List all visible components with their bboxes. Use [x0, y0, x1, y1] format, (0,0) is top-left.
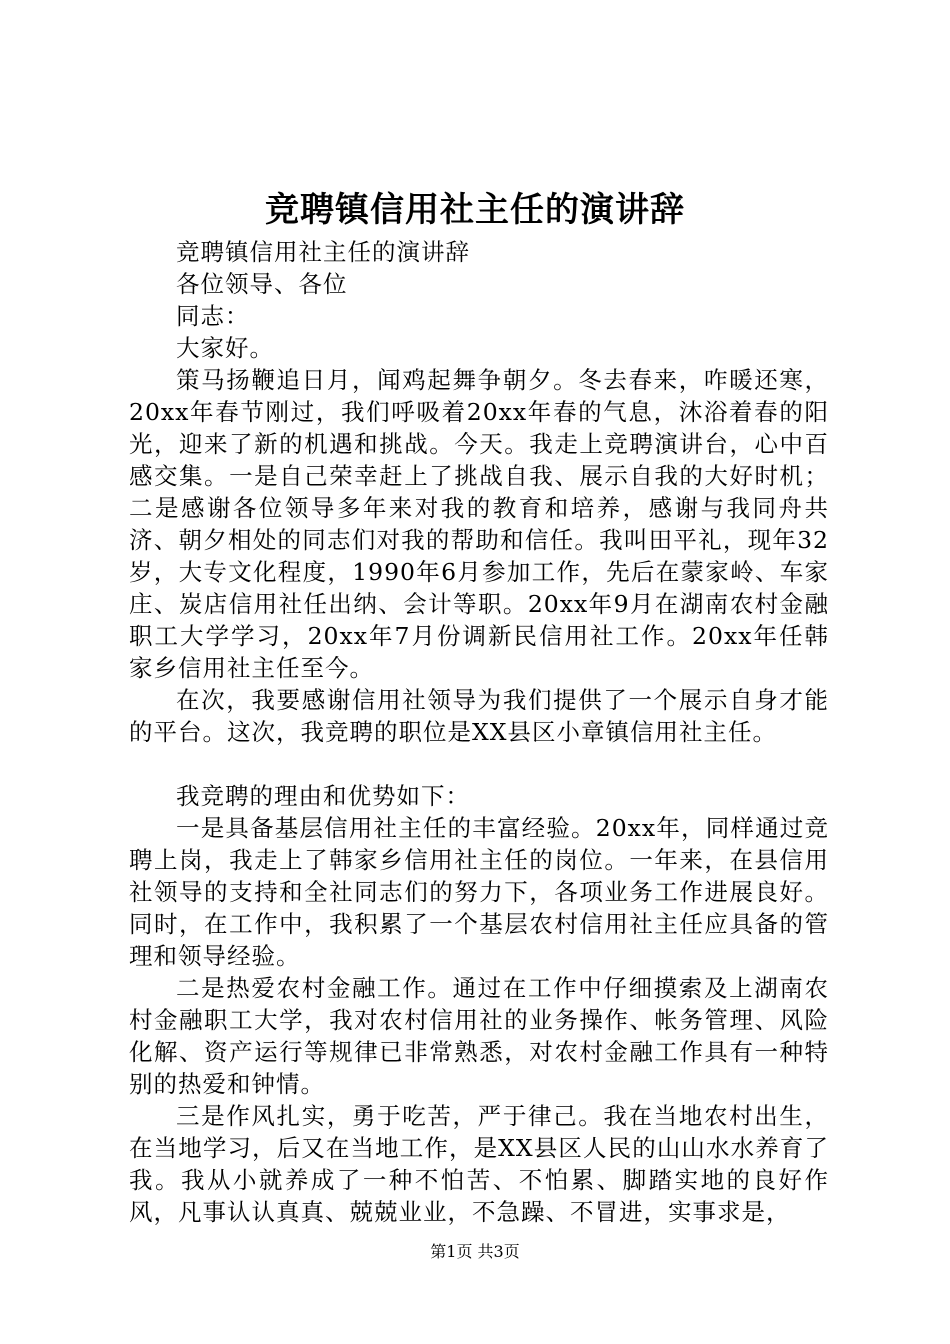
paragraph-thanks: 在次，我要感谢信用社领导为我们提供了一个展示自身才能的平台。这次，我竞聘的职位是XX县区小章镇信用社主任。: [129, 686, 829, 746]
paragraph-salutation-2: 同志：: [176, 302, 250, 330]
paragraph-reason-2: 二是热爱农村金融工作。通过在工作中仔细摸索及上湖南农村金融职工大学，我对农村信用社的业务操作、帐务管理、风险化解、资产运行等规律已非常熟悉，对农村金融工作具有一种特别的热爱和钟情。: [129, 974, 829, 1098]
paragraph-reason-1: 一是具备基层信用社主任的丰富经验。20xx年，同样通过竞聘上岗，我走上了韩家乡信用社主任的岗位。一年来，在县信用社领导的支持和全社同志们的努力下，各项业务工作进展良好。同时，在工作中，我积累了一个基层农村信用社主任应具备的管理和领导经验。: [129, 814, 829, 970]
document-title: 竞聘镇信用社主任的演讲辞: [265, 190, 685, 230]
page-footer: 第1页 共3页: [430, 1242, 520, 1261]
paragraph-reason-3: 三是作风扎实，勇于吃苦，严于律己。我在当地农村出生，在当地学习，后又在当地工作，是XX县区人民的山山水水养育了我。我从小就养成了一种不怕苦、不怕累、脚踏实地的良好作风，凡事认认真真、兢兢业业，不急躁、不冒进，实事求是，: [129, 1102, 829, 1226]
paragraph-introduction: 策马扬鞭追日月，闻鸡起舞争朝夕。冬去春来，咋暖还寒，20xx年春节刚过，我们呼吸着20xx年春的气息，沐浴着春的阳光，迎来了新的机遇和挑战。今天。我走上竞聘演讲台，心中百感交集。一是自己荣幸赶上了挑战自我、展示自我的大好时机；二是感谢各位领导多年来对我的教育和培养，感谢与我同舟共济、朝夕相处的同志们对我的帮助和信任。我叫田平礼，现年32岁，大专文化程度，1990年6月参加工作，先后在蒙家岭、车家庄、炭店信用社任出纳、会计等职。20xx年9月在湖南农村金融职工大学学习，20xx年7月份调新民信用社工作。20xx年任韩家乡信用社主任至今。: [129, 366, 829, 682]
paragraph-reasons-heading: 我竞聘的理由和优势如下：: [176, 782, 470, 810]
paragraph-greeting: 大家好。: [176, 334, 274, 362]
paragraph-heading-repeat: 竞聘镇信用社主任的演讲辞: [176, 238, 470, 266]
paragraph-salutation-1: 各位领导、各位: [176, 270, 348, 298]
document-body: [129, 236, 829, 1228]
paragraph-blank: [129, 748, 829, 780]
